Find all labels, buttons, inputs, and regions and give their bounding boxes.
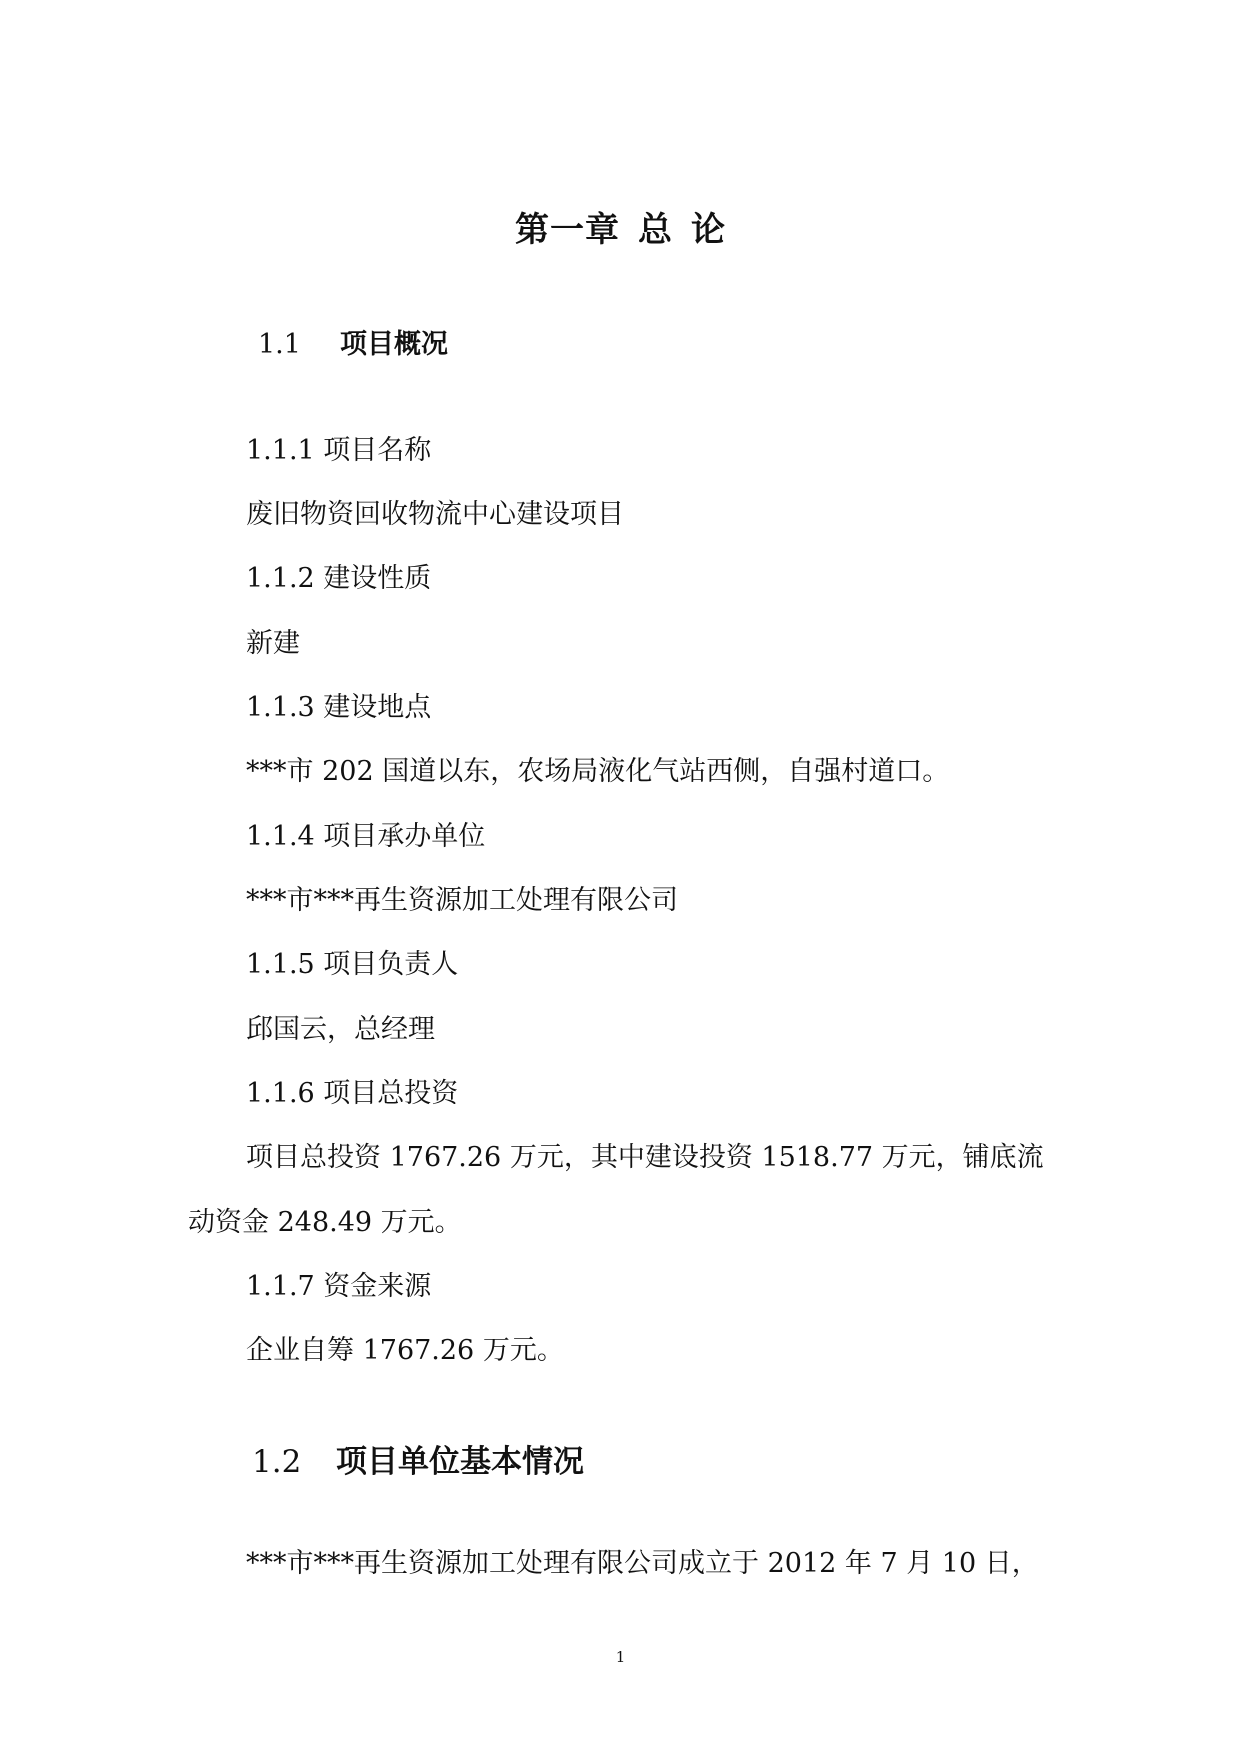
section-title: 项目单位基本情况 — [336, 1444, 584, 1480]
subsection-heading-1-1-1: 1.1.1 项目名称 — [246, 435, 432, 466]
subsection-heading-1-1-2: 1.1.2 建设性质 — [246, 563, 432, 594]
page-number: 1 — [615, 1648, 626, 1666]
project-name-text: 废旧物资回收物流中心建设项目 — [246, 499, 624, 530]
chapter-title-word-2: 论 — [691, 210, 726, 250]
undertaking-unit-text: ***市***再生资源加工处理有限公司 — [246, 885, 678, 916]
subsection-heading-1-1-6: 1.1.6 项目总投资 — [246, 1078, 459, 1109]
funding-source-text: 企业自筹 1767.26 万元。 — [246, 1335, 564, 1366]
section-heading-1-2 — [252, 1436, 584, 1481]
chapter-title — [0, 202, 1241, 251]
chapter-title-word-1: 总 — [638, 210, 673, 250]
subsection-heading-1-1-3: 1.1.3 建设地点 — [246, 692, 432, 723]
construction-nature-text: 新建 — [246, 628, 300, 659]
section-number: 1.2 — [252, 1444, 302, 1480]
subsection-heading-1-1-7: 1.1.7 资金来源 — [246, 1271, 432, 1302]
section-heading-1-1 — [258, 322, 448, 361]
section-number: 1.1 — [258, 329, 301, 360]
company-intro-line-1: ***市***再生资源加工处理有限公司成立于 2012 年 7 月 10 日， — [246, 1548, 1039, 1579]
chapter-title-number: 第一章 — [515, 210, 620, 250]
subsection-heading-1-1-5: 1.1.5 项目负责人 — [246, 949, 459, 980]
total-investment-text-line-1: 项目总投资 1767.26 万元，其中建设投资 1518.77 万元，铺底流 — [246, 1142, 1044, 1173]
section-title: 项目概况 — [340, 329, 448, 360]
subsection-heading-1-1-4: 1.1.4 项目承办单位 — [246, 821, 486, 852]
construction-site-text: ***市 202 国道以东，农场局液化气站西侧，自强村道口。 — [246, 756, 950, 787]
total-investment-text-line-2: 动资金 248.49 万元。 — [188, 1207, 462, 1238]
project-leader-text: 邱国云，总经理 — [246, 1014, 435, 1045]
